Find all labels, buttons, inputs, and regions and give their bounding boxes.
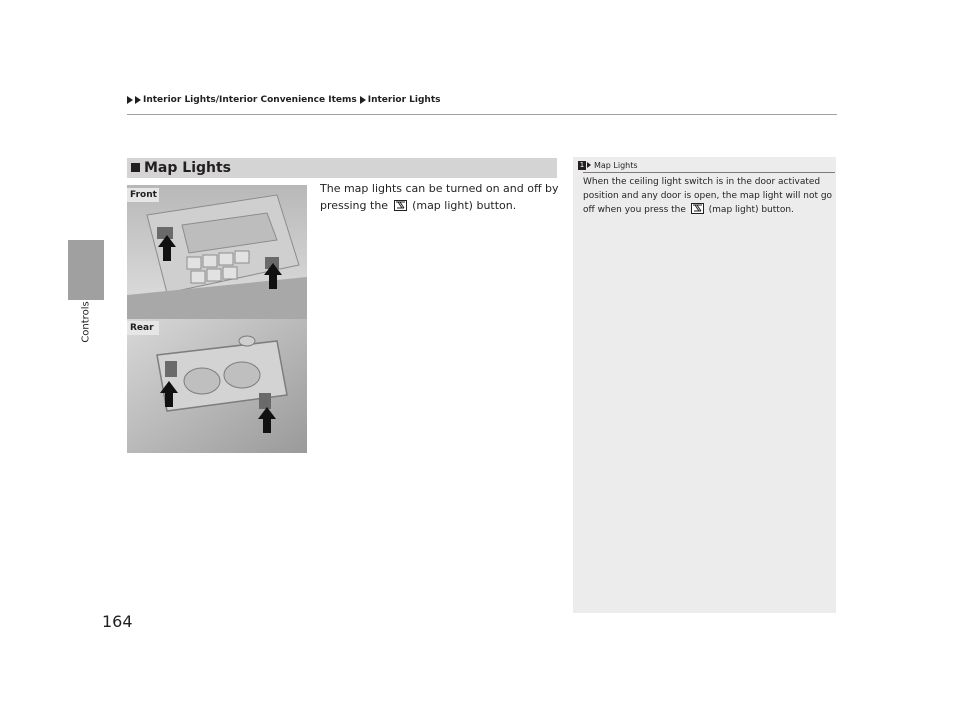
front-left-map-light-button[interactable] xyxy=(157,227,173,239)
note-divider xyxy=(583,172,835,173)
note-heading-text: Map Lights xyxy=(594,160,638,170)
triangle-bullet-icon xyxy=(127,96,133,104)
page-number: 164 xyxy=(102,612,133,631)
side-tab-marker xyxy=(68,240,104,300)
rear-lens-left xyxy=(184,368,220,394)
body-text-part-1: The map lights can be turned on and off by pressing the xyxy=(320,182,559,212)
side-tab-text: Controls xyxy=(80,301,92,343)
map-lights-illustration xyxy=(127,185,307,453)
rear-lens-right xyxy=(224,362,260,388)
section-title: Map Lights xyxy=(144,160,232,176)
note-paragraph xyxy=(583,175,833,217)
body-text-part-2: (map light) button. xyxy=(412,199,517,212)
rear-sensor xyxy=(239,336,255,346)
map-light-icon xyxy=(691,203,704,214)
breadcrumb xyxy=(127,93,444,107)
map-light-icon xyxy=(394,200,407,211)
note-panel xyxy=(573,157,836,613)
figure-label-front: Front xyxy=(127,188,159,202)
header-divider xyxy=(127,114,837,115)
breadcrumb-item-section[interactable]: Interior Lights/Interior Convenience Items xyxy=(143,95,357,105)
note-text-part-2: (map light) button. xyxy=(708,205,794,215)
illustration-svg xyxy=(127,185,307,453)
note-text-part-1: When the ceiling light switch is in the door activated position and any door is open, the map light will not go off when you press the xyxy=(583,177,833,215)
body-paragraph xyxy=(320,180,560,214)
square-bullet-icon xyxy=(131,163,140,172)
rear-right-map-light-button[interactable] xyxy=(259,393,271,409)
figure-label-rear: Rear xyxy=(127,321,159,335)
note-number-badge: 1 xyxy=(579,160,585,169)
breadcrumb-item-page[interactable]: Interior Lights xyxy=(367,95,441,105)
triangle-bullet-icon xyxy=(587,162,591,168)
note-heading xyxy=(578,159,638,171)
side-tab-label xyxy=(68,302,104,342)
triangle-bullet-icon xyxy=(135,96,141,104)
rear-left-map-light-button[interactable] xyxy=(165,361,177,377)
triangle-bullet-icon xyxy=(360,96,366,104)
